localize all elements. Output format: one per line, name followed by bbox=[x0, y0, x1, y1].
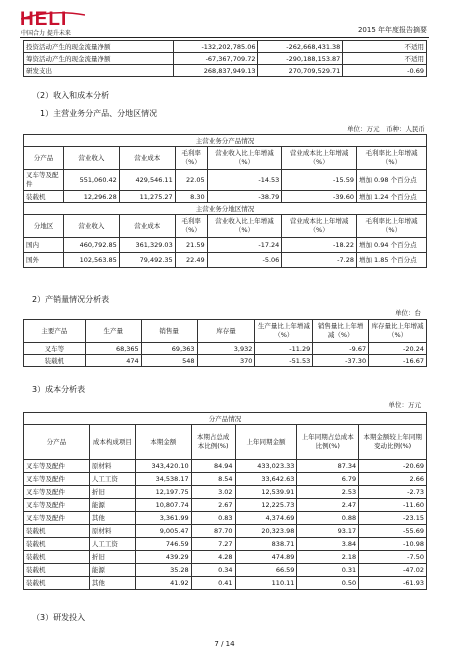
table-cell: 装载机 bbox=[24, 538, 90, 551]
table-header-row bbox=[24, 147, 427, 170]
table-cell: 能源 bbox=[89, 499, 135, 512]
column-header: 销售量比上年增减（%） bbox=[313, 320, 369, 343]
table-cell: 268,837,949.13 bbox=[173, 65, 258, 77]
column-header: 毛利率比上年增减（%） bbox=[356, 215, 426, 238]
table-cell: 其他 bbox=[89, 577, 135, 590]
table-cell: 装载机 bbox=[24, 191, 64, 203]
page-header bbox=[0, 0, 449, 40]
table-cell: 2.18 bbox=[297, 551, 359, 564]
table-row bbox=[24, 538, 427, 551]
table-row bbox=[24, 53, 427, 65]
table-cell: 22.49 bbox=[175, 253, 207, 268]
table-cell: 叉车等 bbox=[24, 343, 86, 355]
unit-note-1: 单位：万元 币种：人民币 bbox=[347, 125, 425, 133]
company-logo: HELI bbox=[20, 9, 68, 30]
column-header: 毛利率比上年增减（%） bbox=[356, 147, 426, 170]
table-cell: 474.89 bbox=[235, 551, 297, 564]
column-header: 营业成本 bbox=[119, 147, 175, 170]
table-title-row bbox=[24, 203, 427, 215]
table-cell: 79,492.35 bbox=[119, 253, 175, 268]
table-cell: 102,563.85 bbox=[63, 253, 119, 268]
table-cell: 370 bbox=[197, 355, 255, 367]
table-cell: 原材料 bbox=[89, 525, 135, 538]
table-cell: 人工工资 bbox=[89, 538, 135, 551]
table-cell: -51.53 bbox=[255, 355, 313, 367]
table-cell: 0.41 bbox=[191, 577, 235, 590]
cashflow-table bbox=[23, 40, 427, 77]
table-cell: -15.59 bbox=[282, 170, 357, 191]
table-cell: 7.27 bbox=[191, 538, 235, 551]
table-cell: 叉车等及配件 bbox=[24, 499, 90, 512]
table-cell: 装载机 bbox=[24, 355, 86, 367]
table-cell: 8.54 bbox=[191, 473, 235, 486]
table-cell: -37.30 bbox=[313, 355, 369, 367]
table-cell: 3,361.99 bbox=[135, 512, 191, 525]
table-row bbox=[24, 473, 427, 486]
table-cell: 国内 bbox=[24, 238, 64, 253]
column-header: 营业收入比上年增减（%） bbox=[207, 215, 282, 238]
table-cell: 429,546.11 bbox=[119, 170, 175, 191]
table-cell: 不适用 bbox=[343, 41, 427, 53]
column-header: 营业成本比上年增减（%） bbox=[282, 147, 357, 170]
column-header: 主要产品 bbox=[24, 320, 86, 343]
table-cell: 原材料 bbox=[89, 460, 135, 473]
table-cell: -20.24 bbox=[369, 343, 427, 355]
column-header: 分产品 bbox=[24, 425, 90, 460]
unit-note-2: 单位：台 bbox=[395, 309, 421, 317]
table-cell: 装载机 bbox=[24, 525, 90, 538]
table-cell: -67,367,709.72 bbox=[173, 53, 258, 65]
table-cell: 4,374.69 bbox=[235, 512, 297, 525]
table-row bbox=[24, 343, 427, 355]
table-cell: -47.02 bbox=[359, 564, 427, 577]
table-cell: 筹资活动产生的现金流量净额 bbox=[24, 53, 174, 65]
table-cell: 0.50 bbox=[297, 577, 359, 590]
table-cell: 叉车等及配件 bbox=[24, 460, 90, 473]
table-cell: 93.17 bbox=[297, 525, 359, 538]
table-cell: 折旧 bbox=[89, 486, 135, 499]
table-cell: 叉车等及配件 bbox=[24, 170, 64, 191]
column-header: 成本构成项目 bbox=[89, 425, 135, 460]
table-cell: -2.73 bbox=[359, 486, 427, 499]
section-production-sales-heading: 2）产销量情况分析表 bbox=[32, 295, 110, 304]
column-header: 库存量 bbox=[197, 320, 255, 343]
column-header: 分产品 bbox=[24, 147, 64, 170]
table-cell: 研发支出 bbox=[24, 65, 174, 77]
table-row bbox=[24, 525, 427, 538]
table-cell: 0.83 bbox=[191, 512, 235, 525]
column-header: 本期金额较上年同期变动比例(%) bbox=[359, 425, 427, 460]
table-cell: 87.70 bbox=[191, 525, 235, 538]
table-row bbox=[24, 65, 427, 77]
table-row bbox=[24, 355, 427, 367]
table-cell: 6.79 bbox=[297, 473, 359, 486]
table-cell: 3.02 bbox=[191, 486, 235, 499]
table-cell: -9.67 bbox=[313, 343, 369, 355]
column-header: 库存量比上年增减（%） bbox=[369, 320, 427, 343]
column-header: 营业收入 bbox=[63, 147, 119, 170]
column-header: 毛利率（%） bbox=[175, 147, 207, 170]
table-cell: 361,329.03 bbox=[119, 238, 175, 253]
table-cell: 11,275.27 bbox=[119, 191, 175, 203]
column-header: 毛利率（%） bbox=[175, 215, 207, 238]
column-header: 生产量比上年增减（%） bbox=[255, 320, 313, 343]
table-cell: 投资活动产生的现金流量净额 bbox=[24, 41, 174, 53]
table-cell: 433,023.33 bbox=[235, 460, 297, 473]
table-row bbox=[24, 564, 427, 577]
table-cell: 474 bbox=[85, 355, 141, 367]
column-header: 上年同期占总成本比例(%) bbox=[297, 425, 359, 460]
company-slogan: 中国合力 提升未来 bbox=[21, 30, 71, 37]
table-cell: 35.28 bbox=[135, 564, 191, 577]
table-cell: -11.29 bbox=[255, 343, 313, 355]
column-header: 生产量 bbox=[85, 320, 141, 343]
table-cell: 2.67 bbox=[191, 499, 235, 512]
table-title: 分产品情况 bbox=[24, 413, 427, 425]
table-row bbox=[24, 577, 427, 590]
table-cell: -61.93 bbox=[359, 577, 427, 590]
table-cell: 12,296.28 bbox=[63, 191, 119, 203]
table-cell: -7.28 bbox=[282, 253, 357, 268]
table-cell: 装载机 bbox=[24, 551, 90, 564]
table-cell: 69,363 bbox=[141, 343, 197, 355]
table-row bbox=[24, 460, 427, 473]
table-cell: 人工工资 bbox=[89, 473, 135, 486]
table-cell: 9,005.47 bbox=[135, 525, 191, 538]
table-cell: 4.28 bbox=[191, 551, 235, 564]
table-row bbox=[24, 191, 427, 203]
column-header: 本期占总成本比例(%) bbox=[191, 425, 235, 460]
table-cell: 2.53 bbox=[297, 486, 359, 499]
table-cell: 551,060.42 bbox=[63, 170, 119, 191]
table-row bbox=[24, 41, 427, 53]
table-cell: 2.47 bbox=[297, 499, 359, 512]
column-header: 本期金额 bbox=[135, 425, 191, 460]
table-cell: -132,202,785.06 bbox=[173, 41, 258, 53]
column-header: 营业成本 bbox=[119, 215, 175, 238]
table-header-row bbox=[24, 215, 427, 238]
table-cell: -7.50 bbox=[359, 551, 427, 564]
table-title-row bbox=[24, 135, 427, 147]
table-cell: 439.29 bbox=[135, 551, 191, 564]
table-cell: -262,668,431.38 bbox=[258, 41, 343, 53]
section-segment-heading: 1）主营业务分产品、分地区情况 bbox=[40, 109, 158, 118]
table-cell: -16.67 bbox=[369, 355, 427, 367]
table-cell: 增加 1.24 个百分点 bbox=[356, 191, 426, 203]
table-cell: 增加 0.94 个百分点 bbox=[356, 238, 426, 253]
table-cell: 343,420.10 bbox=[135, 460, 191, 473]
table-cell: 12,539.91 bbox=[235, 486, 297, 499]
column-header: 销售量 bbox=[141, 320, 197, 343]
table-cell: 110.11 bbox=[235, 577, 297, 590]
table-cell: 33,642.63 bbox=[235, 473, 297, 486]
table-cell: 10,807.74 bbox=[135, 499, 191, 512]
production-sales-table bbox=[23, 319, 427, 367]
section-cost-analysis-heading: 3）成本分析表 bbox=[32, 385, 86, 394]
table-row bbox=[24, 486, 427, 499]
table-cell: -10.98 bbox=[359, 538, 427, 551]
page-number: 7 / 14 bbox=[214, 640, 235, 648]
table-cell: 增加 1.85 个百分点 bbox=[356, 253, 426, 268]
unit-note-3: 单位：万元 bbox=[388, 401, 421, 409]
table-cell: 41.92 bbox=[135, 577, 191, 590]
header-divider bbox=[20, 37, 429, 38]
table-cell: 增加 0.98 个百分点 bbox=[356, 170, 426, 191]
table-cell: 68,365 bbox=[85, 343, 141, 355]
table-cell: -55.69 bbox=[359, 525, 427, 538]
table-cell: 20,323.98 bbox=[235, 525, 297, 538]
table-title-row bbox=[24, 413, 427, 425]
table-row bbox=[24, 551, 427, 564]
table-row bbox=[24, 499, 427, 512]
column-header: 营业收入比上年增减（%） bbox=[207, 147, 282, 170]
report-title: 2015 年年度报告摘要 bbox=[357, 26, 427, 34]
table-cell: 叉车等及配件 bbox=[24, 512, 90, 525]
table-cell: 2.66 bbox=[359, 473, 427, 486]
table-cell: -20.69 bbox=[359, 460, 427, 473]
table-cell: 0.88 bbox=[297, 512, 359, 525]
column-header: 分地区 bbox=[24, 215, 64, 238]
table-title: 主营业务分地区情况 bbox=[24, 203, 427, 215]
table-cell: 0.34 bbox=[191, 564, 235, 577]
table-cell: 838.71 bbox=[235, 538, 297, 551]
table-cell: 装载机 bbox=[24, 577, 90, 590]
table-cell: 270,709,529.71 bbox=[258, 65, 343, 77]
table-cell: 746.59 bbox=[135, 538, 191, 551]
table-cell: 84.94 bbox=[191, 460, 235, 473]
table-cell: -17.24 bbox=[207, 238, 282, 253]
table-cell: 0.31 bbox=[297, 564, 359, 577]
table-cell: 12,197.75 bbox=[135, 486, 191, 499]
table-cell: 548 bbox=[141, 355, 197, 367]
table-cell: 22.05 bbox=[175, 170, 207, 191]
table-header-row bbox=[24, 425, 427, 460]
table-cell: 国外 bbox=[24, 253, 64, 268]
table-cell: 8.30 bbox=[175, 191, 207, 203]
cost-analysis-table bbox=[23, 412, 427, 590]
table-row bbox=[24, 253, 427, 268]
section-rd-heading: （3）研发投入 bbox=[32, 613, 86, 622]
main-business-table bbox=[23, 134, 427, 268]
column-header: 营业成本比上年增减（%） bbox=[282, 215, 357, 238]
table-cell: -290,188,153.87 bbox=[258, 53, 343, 65]
table-cell: -11.60 bbox=[359, 499, 427, 512]
table-cell: -18.22 bbox=[282, 238, 357, 253]
table-cell: -5.06 bbox=[207, 253, 282, 268]
table-cell: 3.84 bbox=[297, 538, 359, 551]
table-cell: 460,792.85 bbox=[63, 238, 119, 253]
table-row bbox=[24, 512, 427, 525]
table-cell: 装载机 bbox=[24, 564, 90, 577]
table-cell: 66.59 bbox=[235, 564, 297, 577]
table-cell: 叉车等及配件 bbox=[24, 473, 90, 486]
table-cell: 不适用 bbox=[343, 53, 427, 65]
table-cell: 12,225.73 bbox=[235, 499, 297, 512]
table-header-row bbox=[24, 320, 427, 343]
table-cell: 其他 bbox=[89, 512, 135, 525]
table-cell: -14.53 bbox=[207, 170, 282, 191]
section-revenue-cost-heading: （2）收入和成本分析 bbox=[32, 91, 110, 100]
table-row bbox=[24, 238, 427, 253]
table-cell: -38.79 bbox=[207, 191, 282, 203]
table-cell: 能源 bbox=[89, 564, 135, 577]
table-title: 主营业务分产品情况 bbox=[24, 135, 427, 147]
table-row bbox=[24, 170, 427, 191]
table-cell: 34,538.17 bbox=[135, 473, 191, 486]
table-cell: 叉车等及配件 bbox=[24, 486, 90, 499]
table-cell: 87.34 bbox=[297, 460, 359, 473]
column-header: 营业收入 bbox=[63, 215, 119, 238]
table-cell: 折旧 bbox=[89, 551, 135, 564]
table-cell: -23.15 bbox=[359, 512, 427, 525]
table-cell: -39.60 bbox=[282, 191, 357, 203]
table-cell: 3,932 bbox=[197, 343, 255, 355]
table-cell: 21.59 bbox=[175, 238, 207, 253]
column-header: 上年同期金额 bbox=[235, 425, 297, 460]
table-cell: -0.69 bbox=[343, 65, 427, 77]
